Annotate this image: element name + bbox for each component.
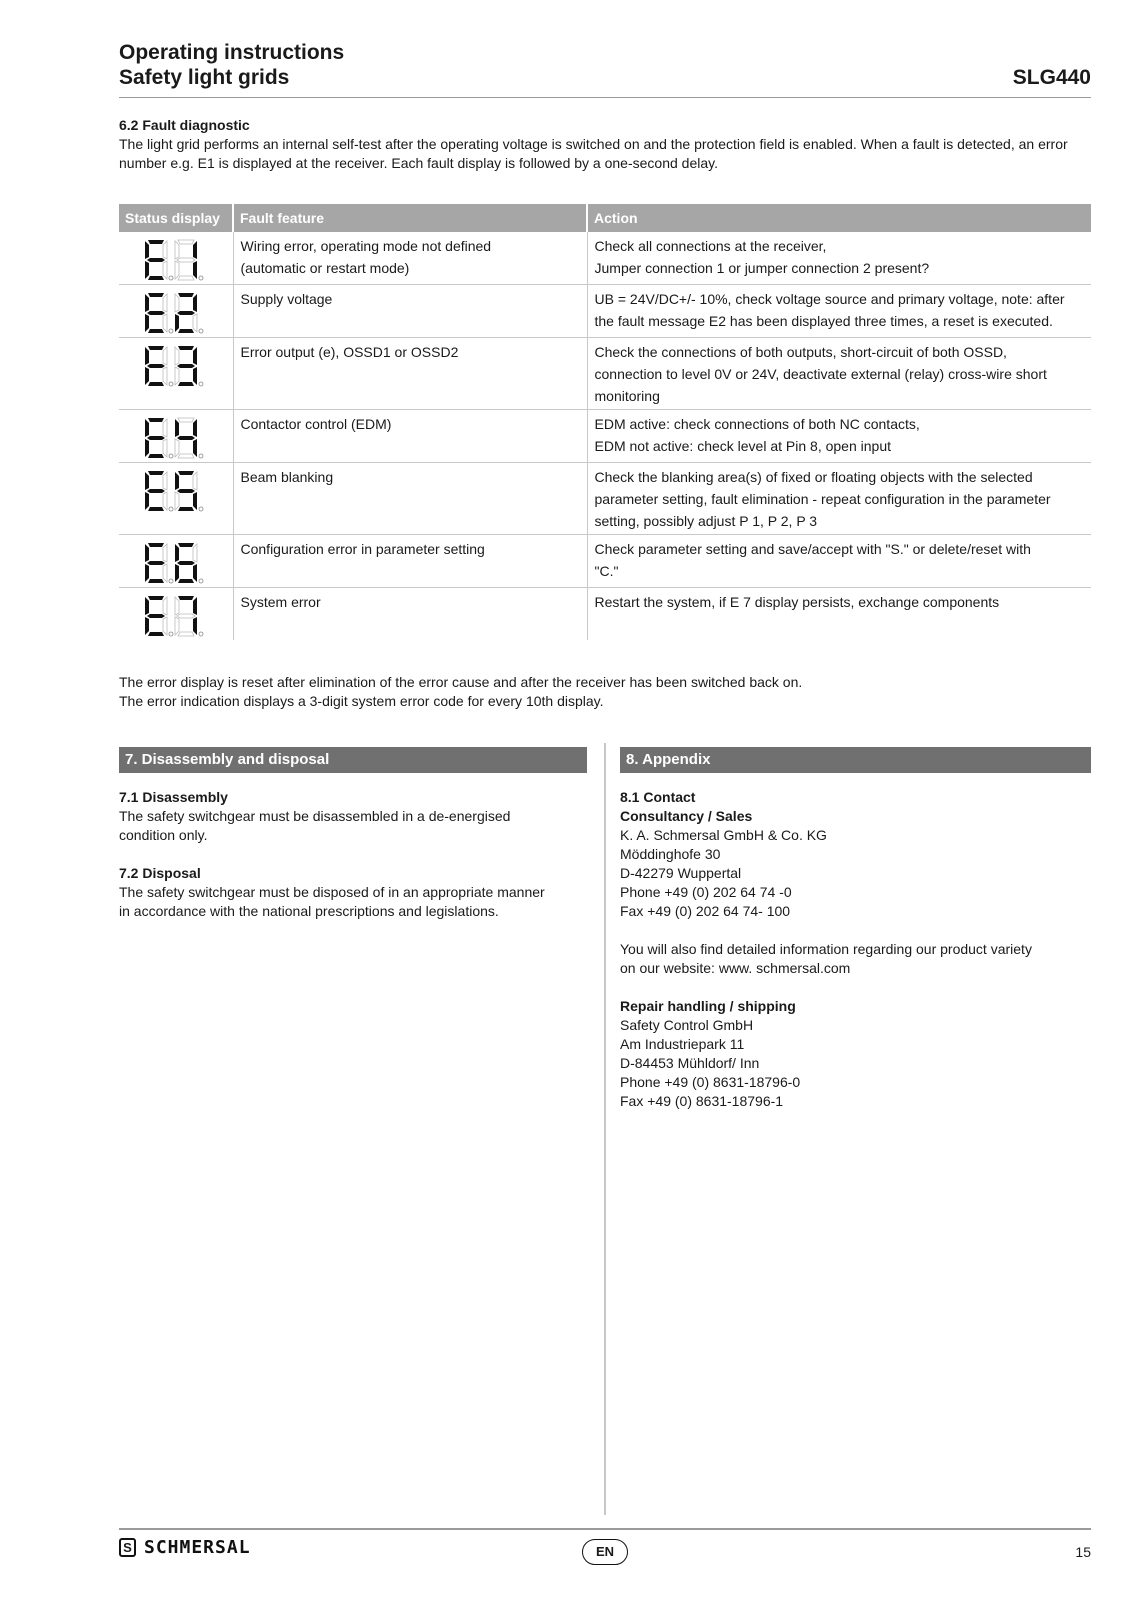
display-segment — [163, 241, 167, 259]
display-segment — [145, 439, 149, 457]
action-cell — [587, 232, 1091, 285]
display-segment — [193, 367, 197, 385]
display-segment — [148, 346, 164, 350]
decimal-point — [169, 276, 173, 280]
display-segment — [147, 258, 165, 262]
action-cell — [587, 285, 1091, 338]
action-cell — [587, 338, 1091, 410]
display-segment — [193, 261, 197, 279]
display-segment — [163, 439, 167, 457]
display-segment — [178, 454, 194, 458]
decimal-point — [169, 382, 173, 386]
display-segment — [177, 614, 195, 618]
fault-feature-text: Error output (e), OSSD1 or OSSD2 — [240, 344, 459, 360]
note-line: The error indication displays a 3-digit system error code for every 10th display. — [119, 693, 604, 709]
display-segment — [145, 564, 149, 582]
display-segment — [145, 347, 149, 365]
phone-number: Phone +49 (0) 202 64 74 -0 — [620, 884, 792, 900]
website-note: on our website: www. schmersal.com — [620, 960, 851, 976]
schmersal-logo — [119, 1536, 251, 1558]
display-segment — [147, 561, 165, 565]
fault-table-body — [119, 232, 1091, 640]
display-segment — [148, 579, 164, 583]
display-segment — [193, 314, 197, 332]
display-segment — [145, 597, 149, 615]
language-badge: EN — [582, 1539, 628, 1565]
fault-feature-text: (automatic or restart mode) — [240, 260, 410, 276]
document-title: Operating instructions — [119, 41, 345, 64]
consultancy-heading: Consultancy / Sales — [620, 808, 753, 824]
display-segment — [145, 367, 149, 385]
column-header-action: Action — [587, 204, 1091, 232]
table-row — [119, 285, 1091, 338]
note-line: The error display is reset after elimination of the error cause and after the receiver has been switched back on. — [119, 674, 803, 690]
display-segment — [148, 632, 164, 636]
display-segment — [175, 314, 179, 332]
display-segment — [175, 241, 179, 259]
display-segment — [178, 418, 194, 422]
fault-feature-cell — [233, 463, 587, 535]
display-segment — [178, 382, 194, 386]
address-line: Möddinghofe 30 — [620, 846, 721, 862]
display-segment — [163, 347, 167, 365]
display-segment — [148, 507, 164, 511]
display-segment — [147, 614, 165, 618]
decimal-point — [199, 382, 203, 386]
column-header-fault-feature: Fault feature — [233, 204, 587, 232]
status-display-cell — [119, 338, 233, 410]
seven-segment-display-e4 — [143, 416, 207, 462]
action-text: monitoring — [594, 388, 660, 404]
status-display-cell — [119, 463, 233, 535]
action-text: Restart the system, if E 7 display persists, exchange components — [594, 594, 1000, 610]
action-text: Check parameter setting and save/accept with "S." or delete/reset with — [594, 541, 1031, 557]
display-segment — [175, 472, 179, 490]
section-fault-diagnostic — [119, 116, 1091, 173]
fault-feature-text: Beam blanking — [240, 469, 334, 485]
phone-number: Phone +49 (0) 8631-18796-0 — [620, 1074, 801, 1090]
decimal-point — [199, 507, 203, 511]
display-segment — [147, 436, 165, 440]
display-segment — [145, 544, 149, 562]
display-segment — [175, 367, 179, 385]
display-segment — [145, 241, 149, 259]
display-segment — [145, 617, 149, 635]
fault-feature-text: Contactor control (EDM) — [240, 416, 392, 432]
display-segment — [193, 294, 197, 312]
fault-feature-text: Configuration error in parameter setting — [240, 541, 485, 557]
display-segment — [163, 261, 167, 279]
display-segment — [175, 439, 179, 457]
display-segment — [147, 364, 165, 368]
seven-segment-display-e6 — [143, 541, 207, 587]
display-segment — [147, 311, 165, 315]
display-segment — [178, 632, 194, 636]
seven-segment-display-e1 — [143, 238, 207, 284]
table-row — [119, 410, 1091, 463]
display-segment — [193, 544, 197, 562]
display-segment — [163, 492, 167, 510]
display-segment — [177, 258, 195, 262]
fault-feature-text: Supply voltage — [240, 291, 333, 307]
display-segment — [178, 293, 194, 297]
display-segment — [178, 596, 194, 600]
display-segment — [145, 261, 149, 279]
display-segment — [145, 472, 149, 490]
section-bar-appendix: 8. Appendix — [620, 747, 1091, 773]
display-segment — [178, 276, 194, 280]
fax-number: Fax +49 (0) 202 64 74- 100 — [620, 903, 791, 919]
display-segment — [178, 471, 194, 475]
display-segment — [175, 294, 179, 312]
decimal-point — [169, 454, 173, 458]
section-text: The light grid performs an internal self-test after the operating voltage is switched on and the protection field is enabled. When a fault is detected, an error number e.g. E1 is displayed at the receiver. Each fault display is followed by a one-second delay. — [119, 136, 1068, 171]
action-cell — [587, 588, 1091, 641]
schmersal-logo-icon: S — [119, 1538, 136, 1557]
subsection-heading-disassembly: 7.1 Disassembly — [119, 789, 228, 805]
display-segment — [177, 489, 195, 493]
display-segment — [178, 579, 194, 583]
display-segment — [193, 472, 197, 490]
table-row — [119, 588, 1091, 641]
paragraph-line: in accordance with the national prescriptions and legislations. — [119, 903, 499, 919]
action-text: setting, possibly adjust P 1, P 2, P 3 — [594, 513, 818, 529]
decimal-point — [199, 454, 203, 458]
display-segment — [178, 346, 194, 350]
section-appendix — [620, 788, 1091, 1111]
display-segment — [178, 507, 194, 511]
display-segment — [193, 617, 197, 635]
display-segment — [175, 564, 179, 582]
decimal-point — [199, 329, 203, 333]
paragraph-line: condition only. — [119, 827, 208, 843]
page-number: 15 — [1075, 1544, 1091, 1560]
display-segment — [175, 419, 179, 437]
display-segment — [163, 367, 167, 385]
display-segment — [175, 617, 179, 635]
display-segment — [175, 347, 179, 365]
brand-name: SCHMERSAL — [144, 1536, 251, 1558]
display-segment — [193, 564, 197, 582]
column-divider — [604, 743, 606, 1515]
fax-number: Fax +49 (0) 8631-18796-1 — [620, 1093, 784, 1109]
fault-feature-text: System error — [240, 594, 321, 610]
action-text: EDM active: check connections of both NC contacts, — [594, 416, 920, 432]
decimal-point — [199, 632, 203, 636]
seven-segment-display-e2 — [143, 291, 207, 337]
address-line: K. A. Schmersal GmbH & Co. KG — [620, 827, 827, 843]
display-segment — [148, 471, 164, 475]
display-segment — [148, 454, 164, 458]
action-cell — [587, 535, 1091, 588]
table-row — [119, 338, 1091, 410]
paragraph-line: The safety switchgear must be disposed of in an appropriate manner — [119, 884, 545, 900]
decimal-point — [199, 579, 203, 583]
display-segment — [148, 329, 164, 333]
fault-feature-cell — [233, 588, 587, 641]
page-header — [119, 40, 1091, 98]
status-display-cell — [119, 232, 233, 285]
display-segment — [148, 596, 164, 600]
fault-feature-cell — [233, 410, 587, 463]
display-segment — [177, 436, 195, 440]
action-text: EDM not active: check level at Pin 8, open input — [594, 438, 891, 454]
address-line: D-42279 Wuppertal — [620, 865, 742, 881]
fault-feature-cell — [233, 285, 587, 338]
subsection-heading-disposal: 7.2 Disposal — [119, 865, 201, 881]
display-segment — [178, 240, 194, 244]
status-display-cell — [119, 285, 233, 338]
action-text: "C." — [594, 563, 619, 579]
status-display-cell — [119, 410, 233, 463]
footer-rule — [119, 1528, 1091, 1530]
repair-heading: Repair handling / shipping — [620, 998, 796, 1014]
display-segment — [147, 489, 165, 493]
display-segment — [178, 329, 194, 333]
display-segment — [177, 561, 195, 565]
action-cell — [587, 463, 1091, 535]
action-text: Check all connections at the receiver, — [594, 238, 827, 254]
section-heading: 6.2 Fault diagnostic — [119, 117, 250, 133]
decimal-point — [169, 329, 173, 333]
display-segment — [163, 544, 167, 562]
display-segment — [163, 617, 167, 635]
paragraph-line: The safety switchgear must be disassembled in a de-energised — [119, 808, 511, 824]
action-text: connection to level 0V or 24V, deactivate external (relay) cross-wire short — [594, 366, 1047, 382]
address-line: Safety Control GmbH — [620, 1017, 754, 1033]
address-line: Am Industriepark 11 — [620, 1036, 745, 1052]
section-disassembly-disposal — [119, 788, 587, 921]
column-header-status-display: Status display — [119, 204, 233, 232]
decimal-point — [169, 507, 173, 511]
action-text: Check the connections of both outputs, short-circuit of both OSSD, — [594, 344, 1007, 360]
table-row — [119, 535, 1091, 588]
display-segment — [193, 241, 197, 259]
display-segment — [163, 419, 167, 437]
status-display-cell — [119, 535, 233, 588]
display-segment — [163, 564, 167, 582]
action-cell — [587, 410, 1091, 463]
display-segment — [163, 314, 167, 332]
fault-feature-text: Wiring error, operating mode not defined — [240, 238, 492, 254]
seven-segment-display-e7 — [143, 594, 207, 640]
display-segment — [148, 382, 164, 386]
display-segment — [177, 311, 195, 315]
section-bar-disassembly: 7. Disassembly and disposal — [119, 747, 587, 773]
seven-segment-display-e3 — [143, 344, 207, 390]
table-row — [119, 463, 1091, 535]
action-text: the fault message E2 has been displayed three times, a reset is executed. — [594, 313, 1053, 329]
website-note: You will also find detailed information regarding our product variety — [620, 941, 1032, 957]
address-line: D-84453 Mühldorf/ Inn — [620, 1055, 760, 1071]
subsection-heading-contact: 8.1 Contact — [620, 789, 696, 805]
display-segment — [193, 597, 197, 615]
display-segment — [148, 543, 164, 547]
action-text: Jumper connection 1 or jumper connection 2 present? — [594, 260, 930, 276]
display-segment — [163, 294, 167, 312]
action-text: parameter setting, fault elimination - repeat configuration in the parameter — [594, 491, 1051, 507]
display-segment — [177, 364, 195, 368]
display-segment — [148, 240, 164, 244]
display-segment — [193, 439, 197, 457]
status-display-cell — [119, 588, 233, 641]
fault-feature-cell — [233, 338, 587, 410]
display-segment — [148, 276, 164, 280]
table-header-row — [119, 204, 1091, 232]
display-segment — [178, 543, 194, 547]
fault-table — [119, 204, 1091, 640]
decimal-point — [169, 632, 173, 636]
seven-segment-display-e5 — [143, 469, 207, 515]
display-segment — [193, 347, 197, 365]
display-segment — [193, 492, 197, 510]
fault-feature-cell — [233, 232, 587, 285]
decimal-point — [169, 579, 173, 583]
display-segment — [175, 597, 179, 615]
decimal-point — [199, 276, 203, 280]
display-segment — [148, 293, 164, 297]
display-segment — [145, 419, 149, 437]
display-segment — [163, 597, 167, 615]
fault-feature-cell — [233, 535, 587, 588]
error-reset-note — [119, 673, 802, 711]
table-row — [119, 232, 1091, 285]
display-segment — [175, 492, 179, 510]
action-text: UB = 24V/DC+/- 10%, check voltage source and primary voltage, note: after — [594, 291, 1065, 307]
display-segment — [175, 261, 179, 279]
display-segment — [145, 294, 149, 312]
document-subtitle: Safety light grids — [119, 66, 290, 89]
model-number: SLG440 — [1012, 66, 1091, 89]
display-segment — [175, 544, 179, 562]
action-text: Check the blanking area(s) of fixed or floating objects with the selected — [594, 469, 1033, 485]
display-segment — [148, 418, 164, 422]
display-segment — [145, 492, 149, 510]
display-segment — [163, 472, 167, 490]
display-segment — [145, 314, 149, 332]
display-segment — [193, 419, 197, 437]
